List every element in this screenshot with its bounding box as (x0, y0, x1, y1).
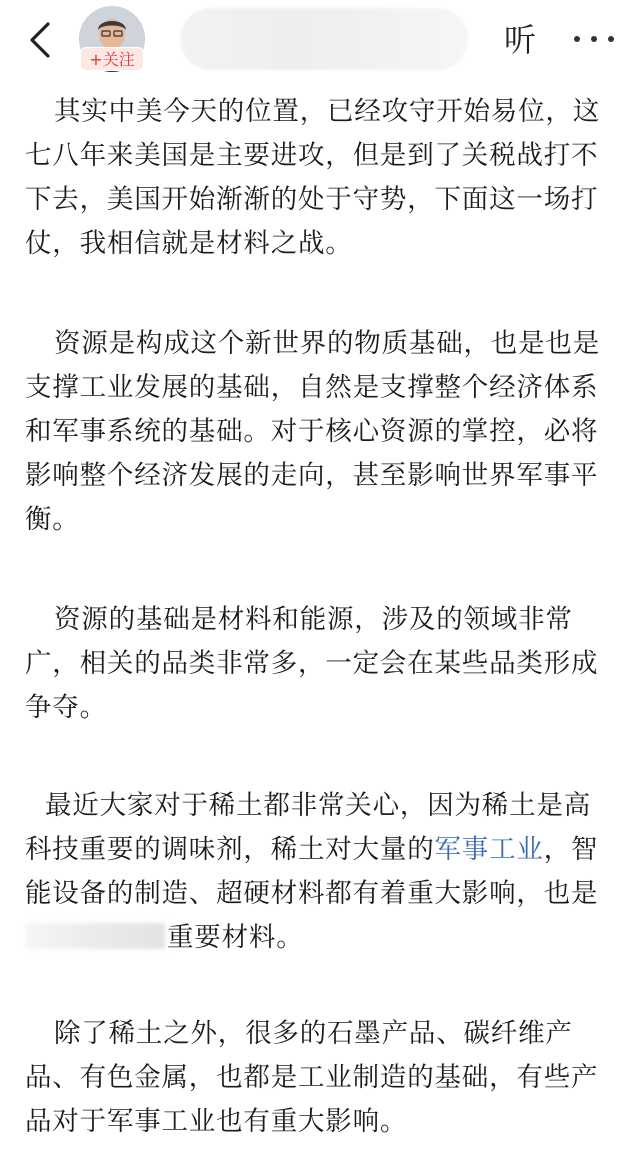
article-paragraph-5: 除了稀土之外，很多的石墨产品、碳纤维产品、有色金属，也都是工业制造的基础，有些产品对于军事工业也有重大影响。 (25, 1018, 599, 1137)
author-name-blurred (180, 8, 468, 70)
military-industry-link[interactable]: 军事工业 (434, 834, 544, 865)
article-paragraph-4 (25, 784, 609, 960)
article-paragraph-2: 资源是构成这个新世界的物质基础，也是也是支撑工业发展的基础，自然是支撑整个经济体系和军事系统的基础。对于核心资源的掌控，必将影响整个经济发展的走向，甚至影响世界军事平衡。 (25, 328, 600, 535)
listen-button[interactable]: 听 (504, 21, 537, 59)
paragraph-4-text-c: 重要材料。 (167, 922, 304, 953)
blurred-text (25, 923, 165, 949)
top-bar (0, 0, 640, 80)
paragraph-4-text-b: ，智能设备的制造、超硬材料都有着重大影响，也是 (25, 834, 599, 909)
follow-button[interactable]: +关注 (80, 47, 144, 71)
article-paragraph-1: 其实中美今天的位置，已经攻守开始易位，这七八年来美国是主要进攻，但是到了关税战打不下去，美国开始渐渐的处于守势，下面这一场打仗，我相信就是材料之战。 (25, 96, 600, 259)
article-paragraph-3: 资源的基础是材料和能源，涉及的领域非常广，相关的品类非常多，一定会在某些品类形成争夺。 (25, 604, 599, 723)
chevron-left-icon[interactable] (24, 20, 58, 60)
more-dots-icon[interactable] (574, 34, 614, 44)
paragraph-4-text-a: 最近大家对于稀土都非常关心，因为稀土是高科技重要的调味剂，稀土对大量的 (25, 790, 591, 865)
